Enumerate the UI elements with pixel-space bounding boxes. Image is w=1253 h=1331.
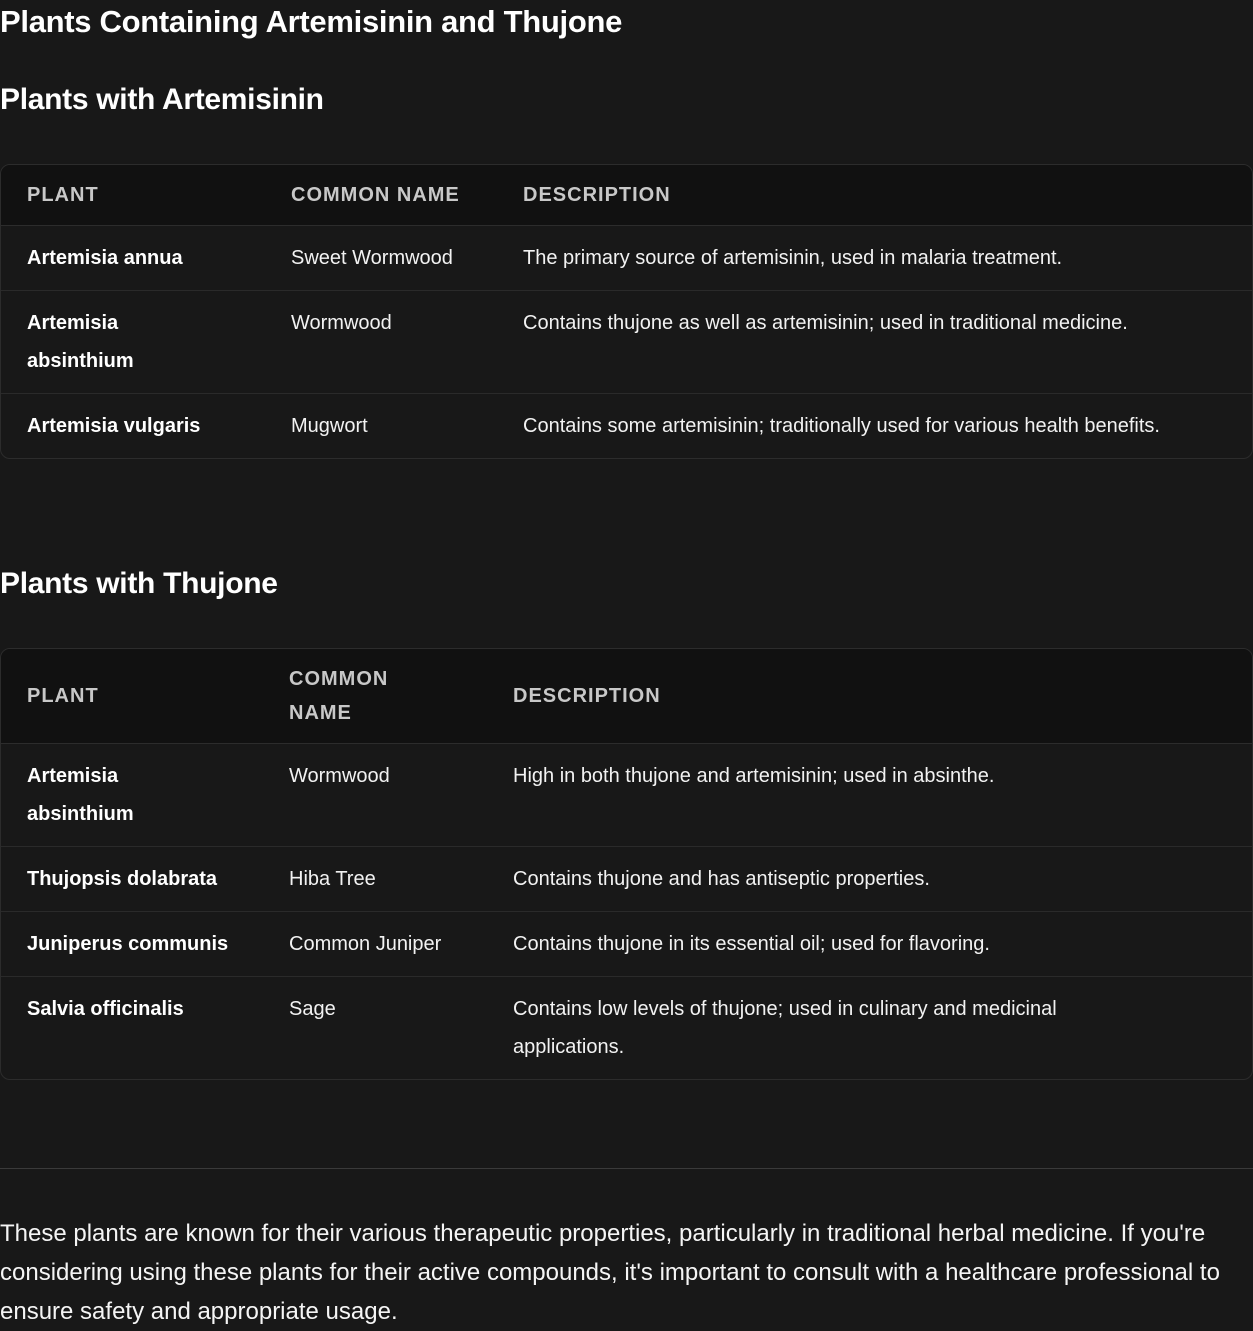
table-row: [1, 226, 1252, 291]
table-header-row: [1, 649, 1252, 744]
common-name-cell: Sweet Wormwood: [265, 226, 497, 291]
column-header-description: DESCRIPTION: [497, 165, 1252, 226]
description-cell: Contains some artemisinin; traditionally used for various health benefits.: [523, 415, 1160, 437]
column-header-plant: PLANT: [1, 649, 263, 744]
description-cell: Contains low levels of thujone; used in culinary and medicinal applications.: [513, 998, 1057, 1058]
common-name-cell: Hiba Tree: [263, 847, 487, 912]
section-divider: [0, 1168, 1253, 1169]
thujone-table: [0, 648, 1253, 1080]
plant-cell: Thujopsis dolabrata: [1, 847, 263, 912]
page-title: Plants Containing Artemisinin and Thujone: [0, 4, 623, 39]
table-row: [1, 394, 1252, 459]
plant-cell: Artemisia absinthium: [1, 291, 265, 394]
table-row: [1, 847, 1252, 912]
column-header-common-name: COMMON NAME: [263, 649, 487, 744]
section-heading-artemisinin: Plants with Artemisinin: [0, 83, 324, 116]
column-header-description: DESCRIPTION: [487, 649, 1252, 744]
common-name-cell: Wormwood: [265, 291, 497, 394]
plant-cell: Salvia officinalis: [27, 998, 184, 1020]
table-header-row: [1, 165, 1252, 226]
common-name-cell: Wormwood: [263, 744, 487, 847]
footer-paragraph: These plants are known for their various therapeutic properties, particularly in traditional herbal medicine. If you're considering using these plants for their active compounds, it's important to consult with a healthcare professional to ensure safety and appropriate usage.: [0, 1220, 1220, 1325]
common-name-cell: Sage: [289, 998, 336, 1020]
table-row: [1, 912, 1252, 977]
column-header-plant: PLANT: [1, 165, 265, 226]
table-row: [1, 744, 1252, 847]
description-cell: Contains thujone in its essential oil; used for flavoring.: [487, 912, 1252, 977]
section-heading-thujone: Plants with Thujone: [0, 567, 278, 600]
plant-cell: Artemisia vulgaris: [27, 415, 201, 437]
description-cell: Contains thujone and has antiseptic properties.: [487, 847, 1252, 912]
plant-cell: Artemisia annua: [1, 226, 265, 291]
description-cell: High in both thujone and artemisinin; used in absinthe.: [487, 744, 1252, 847]
plant-cell: Juniperus communis: [1, 912, 263, 977]
plant-cell: Artemisia absinthium: [1, 744, 263, 847]
table-row: [1, 291, 1252, 394]
description-cell: The primary source of artemisinin, used in malaria treatment.: [497, 226, 1252, 291]
column-header-common-name: COMMON NAME: [265, 165, 497, 226]
description-cell: Contains thujone as well as artemisinin; used in traditional medicine.: [497, 291, 1252, 394]
common-name-cell: Mugwort: [291, 415, 368, 437]
artemisinin-table: [0, 164, 1253, 459]
table-row: [1, 977, 1252, 1080]
common-name-cell: Common Juniper: [263, 912, 487, 977]
